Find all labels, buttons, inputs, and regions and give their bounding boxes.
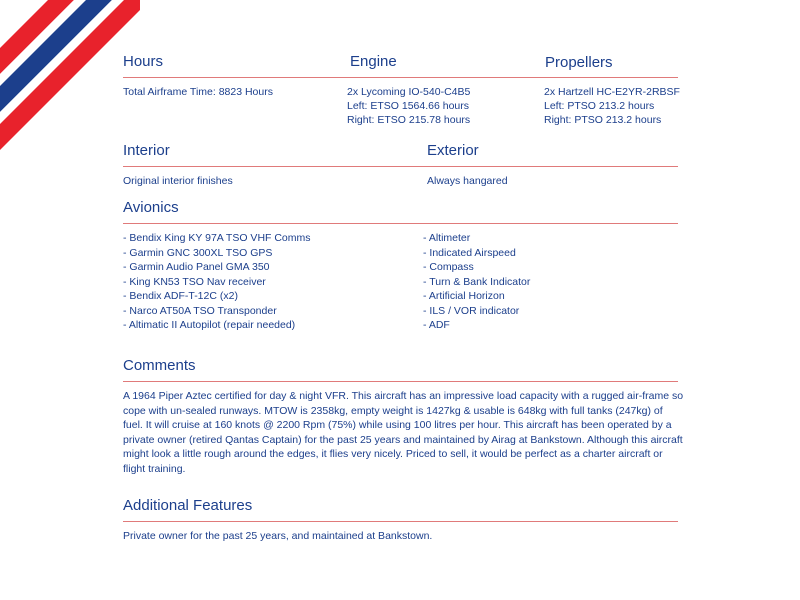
additional-features-text: Private owner for the past 25 years, and maintained at Bankstown. <box>123 530 433 542</box>
avionics-list-right <box>423 231 530 333</box>
avionics-item: - Garmin GNC 300XL TSO GPS <box>123 246 273 259</box>
hours-divider <box>123 77 678 78</box>
avionics-item: - Turn & Bank Indicator <box>423 275 531 288</box>
exterior-text: Always hangared <box>427 175 508 187</box>
avionics-item: - Artificial Horizon <box>423 290 505 302</box>
avionics-item: - Altimatic II Autopilot (repair needed) <box>123 319 296 331</box>
propeller-model: 2x Hartzell HC-E2YR-2RBSF <box>544 86 680 98</box>
interior-divider <box>123 166 678 167</box>
avionics-item: - Bendix King KY 97A TSO VHF Comms <box>123 232 311 244</box>
additional-features-heading: Additional Features <box>123 497 253 514</box>
corner-stripes-decoration <box>0 0 140 160</box>
propeller-left-hours: Left: PTSO 213.2 hours <box>544 100 655 112</box>
avionics-item: - ADF <box>423 319 450 331</box>
avionics-heading: Avionics <box>123 199 179 216</box>
engine-left-hours: Left: ETSO 1564.66 hours <box>347 100 469 112</box>
avionics-item: - King KN53 TSO Nav receiver <box>123 275 266 288</box>
propellers-heading: Propellers <box>545 54 613 71</box>
comments-text: A 1964 Piper Aztec certified for day & night VFR. This aircraft has an impressive load capacity with a rugged air-frame so cope with un-sealed runways. MTOW is 2358kg, empty weight is 1427kg & usable is 648kg with full tanks (247kg) of fuel. It will cruise at 160 knots @ 2200 Rpm (75%) while using 100 litres per hour. This aircraft has been operated by a private owner (retired Qantas Captain) for the past 25 years and maintained by Airag at Bankstown. Although this aircraft might look a little rough around the edges, it flies very nicely. Priced to sell, it would be perfect as a charter aircraft or flight training. <box>123 390 684 475</box>
avionics-item: - Narco AT50A TSO Transponder <box>123 304 277 317</box>
engine-model: 2x Lycoming IO-540-C4B5 <box>347 86 471 98</box>
avionics-item: - Compass <box>423 261 474 273</box>
interior-heading: Interior <box>123 142 170 159</box>
exterior-heading: Exterior <box>427 142 479 159</box>
total-airframe-time: Total Airframe Time: 8823 Hours <box>123 86 273 98</box>
hours-heading: Hours <box>123 53 164 70</box>
avionics-item: - Bendix ADF-T-12C (x2) <box>123 290 238 302</box>
comments-divider <box>123 381 678 382</box>
propeller-right-hours: Right: PTSO 213.2 hours <box>544 114 662 126</box>
avionics-divider <box>123 223 678 224</box>
avionics-item: - Altimeter <box>423 232 471 244</box>
engine-right-hours: Right: ETSO 215.78 hours <box>347 114 471 126</box>
avionics-item: - Indicated Airspeed <box>423 246 516 259</box>
comments-heading: Comments <box>123 357 196 374</box>
avionics-item: - ILS / VOR indicator <box>423 304 520 317</box>
engine-heading: Engine <box>350 53 397 70</box>
additional-features-divider <box>123 521 678 522</box>
interior-text: Original interior finishes <box>123 175 233 187</box>
avionics-list-left <box>123 231 311 333</box>
avionics-item: - Garmin Audio Panel GMA 350 <box>123 261 270 273</box>
